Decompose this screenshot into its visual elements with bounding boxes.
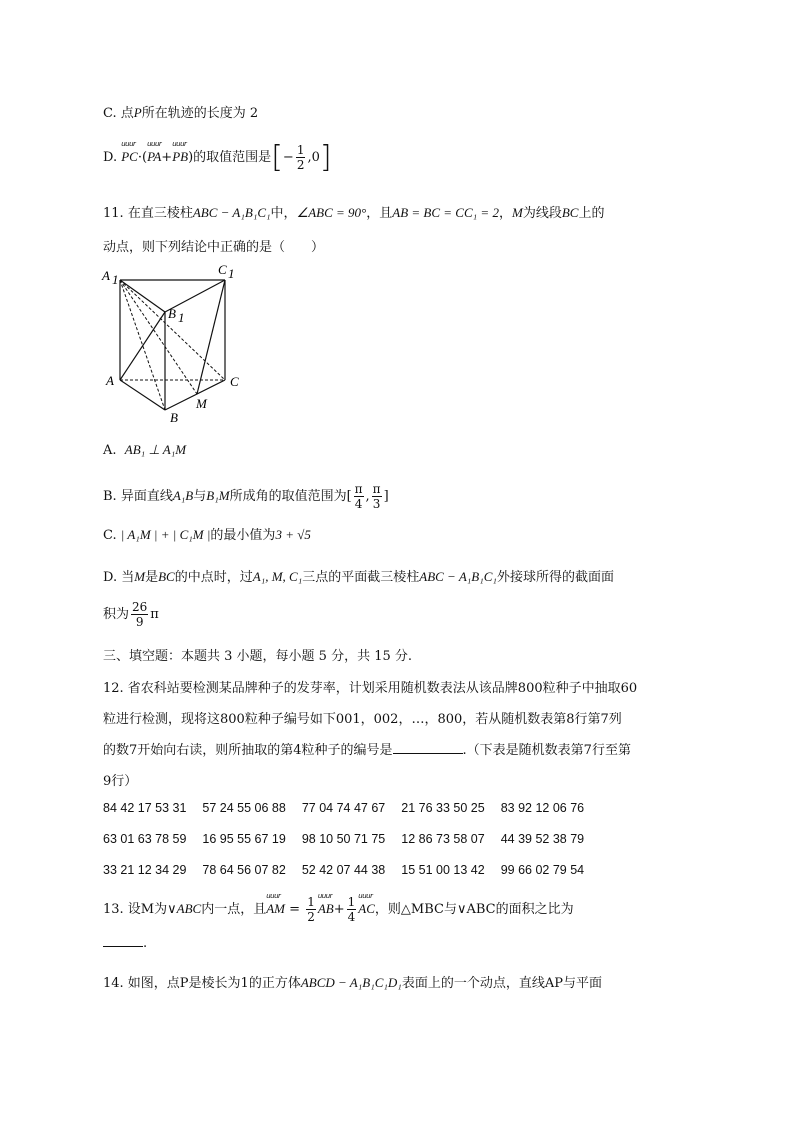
label-m: M (196, 396, 207, 411)
random-table-row-8: 63 01 63 78 59 16 95 55 67 19 98 10 50 71 75 12 86 73 58 07 44 39 52 38 79 (103, 832, 585, 846)
q13-line1: 13. 设M为∨ABC内一点，且uuur AM = $\frac{1}{2}$ uuur AB+ $\frac{1}{4}$ uuur AC，则△MBC与∨ABC的面积之比为 (103, 895, 574, 924)
q12-line1: 12. 省农科站要检测某品牌种子的发芽率，计划采用随机数表法从该品牌800粒种子中抽取60 (103, 681, 638, 696)
label-a: A (106, 373, 114, 388)
label-c1: C (218, 262, 227, 277)
option-d-prev: D. uuur PC·(uuur PA+uuur PB)的取值范围是[− $\frac{1}{2}$ ,0] (103, 140, 332, 175)
q12-line2: 粒进行检测，现将这800粒种子编号如下001，002，…，800，若从随机数表第8行第7列 (103, 712, 622, 727)
q13-line2: . (103, 934, 147, 951)
svg-text:1: 1 (178, 310, 185, 325)
q11-option-d-line2: 积为 $\frac{26}{9}$ π (103, 600, 159, 629)
q11-option-a: A. AB₁ ⊥ A₁M (103, 442, 187, 458)
label-a1: A (102, 268, 110, 283)
svg-text:1: 1 (228, 266, 235, 281)
svg-text:1: 1 (112, 272, 119, 287)
label-b1: B (168, 306, 176, 321)
q11-option-d-line1: D. 当M是BC的中点时，过A₁, M, C₁三点的平面截三棱柱ABC − A₁B₁C₁外接球所得的截面面 (103, 569, 614, 585)
option-c-prev: C. 点P所在轨迹的长度为 2 (103, 105, 259, 121)
answer-blank-13[interactable] (103, 934, 143, 947)
q12-line4: 9行） (103, 774, 138, 789)
q11-option-b: B. 异面直线A₁B与B₁M所成角的取值范围为[ $\frac{\pi}{4}$ , $\frac{\pi}{3}$ ] (103, 482, 389, 511)
section-3-heading: 三、填空题：本题共 3 小题，每小题 5 分，共 15 分. (103, 649, 413, 664)
random-table-row-7: 84 42 17 53 31 57 24 55 06 88 77 04 74 47 67 21 76 33 50 25 83 92 12 06 76 (103, 801, 585, 815)
q12-line3: 的数7开始向右读，则所抽取的第4粒种子的编号是 .（下表是随机数表第7行至第 (103, 743, 631, 758)
answer-blank-12[interactable] (393, 741, 463, 754)
random-table-row-9: 33 21 12 34 29 78 64 56 07 82 52 42 07 44 38 15 51 00 13 42 99 66 02 79 54 (103, 863, 585, 877)
label-c: C (230, 374, 239, 389)
q11-option-c: C. | A₁M | + | C₁M |的最小值为3 + √5 (103, 527, 311, 543)
q14-line1: 14. 如图，点P是棱长为1的正方体ABCD − A₁B₁C₁D₁表面上的一个动点，直线AP与平面 (103, 975, 602, 991)
q11-line2: 动点，则下列结论中正确的是（ ） (103, 240, 325, 255)
label-b: B (170, 410, 178, 425)
q11-line1: 11. 在直三棱柱ABC − A₁B₁C₁中，∠ABC = 90°，且AB = BC = CC₁ = 2，M为线段BC上的 (103, 205, 605, 221)
prism-figure (100, 262, 260, 427)
